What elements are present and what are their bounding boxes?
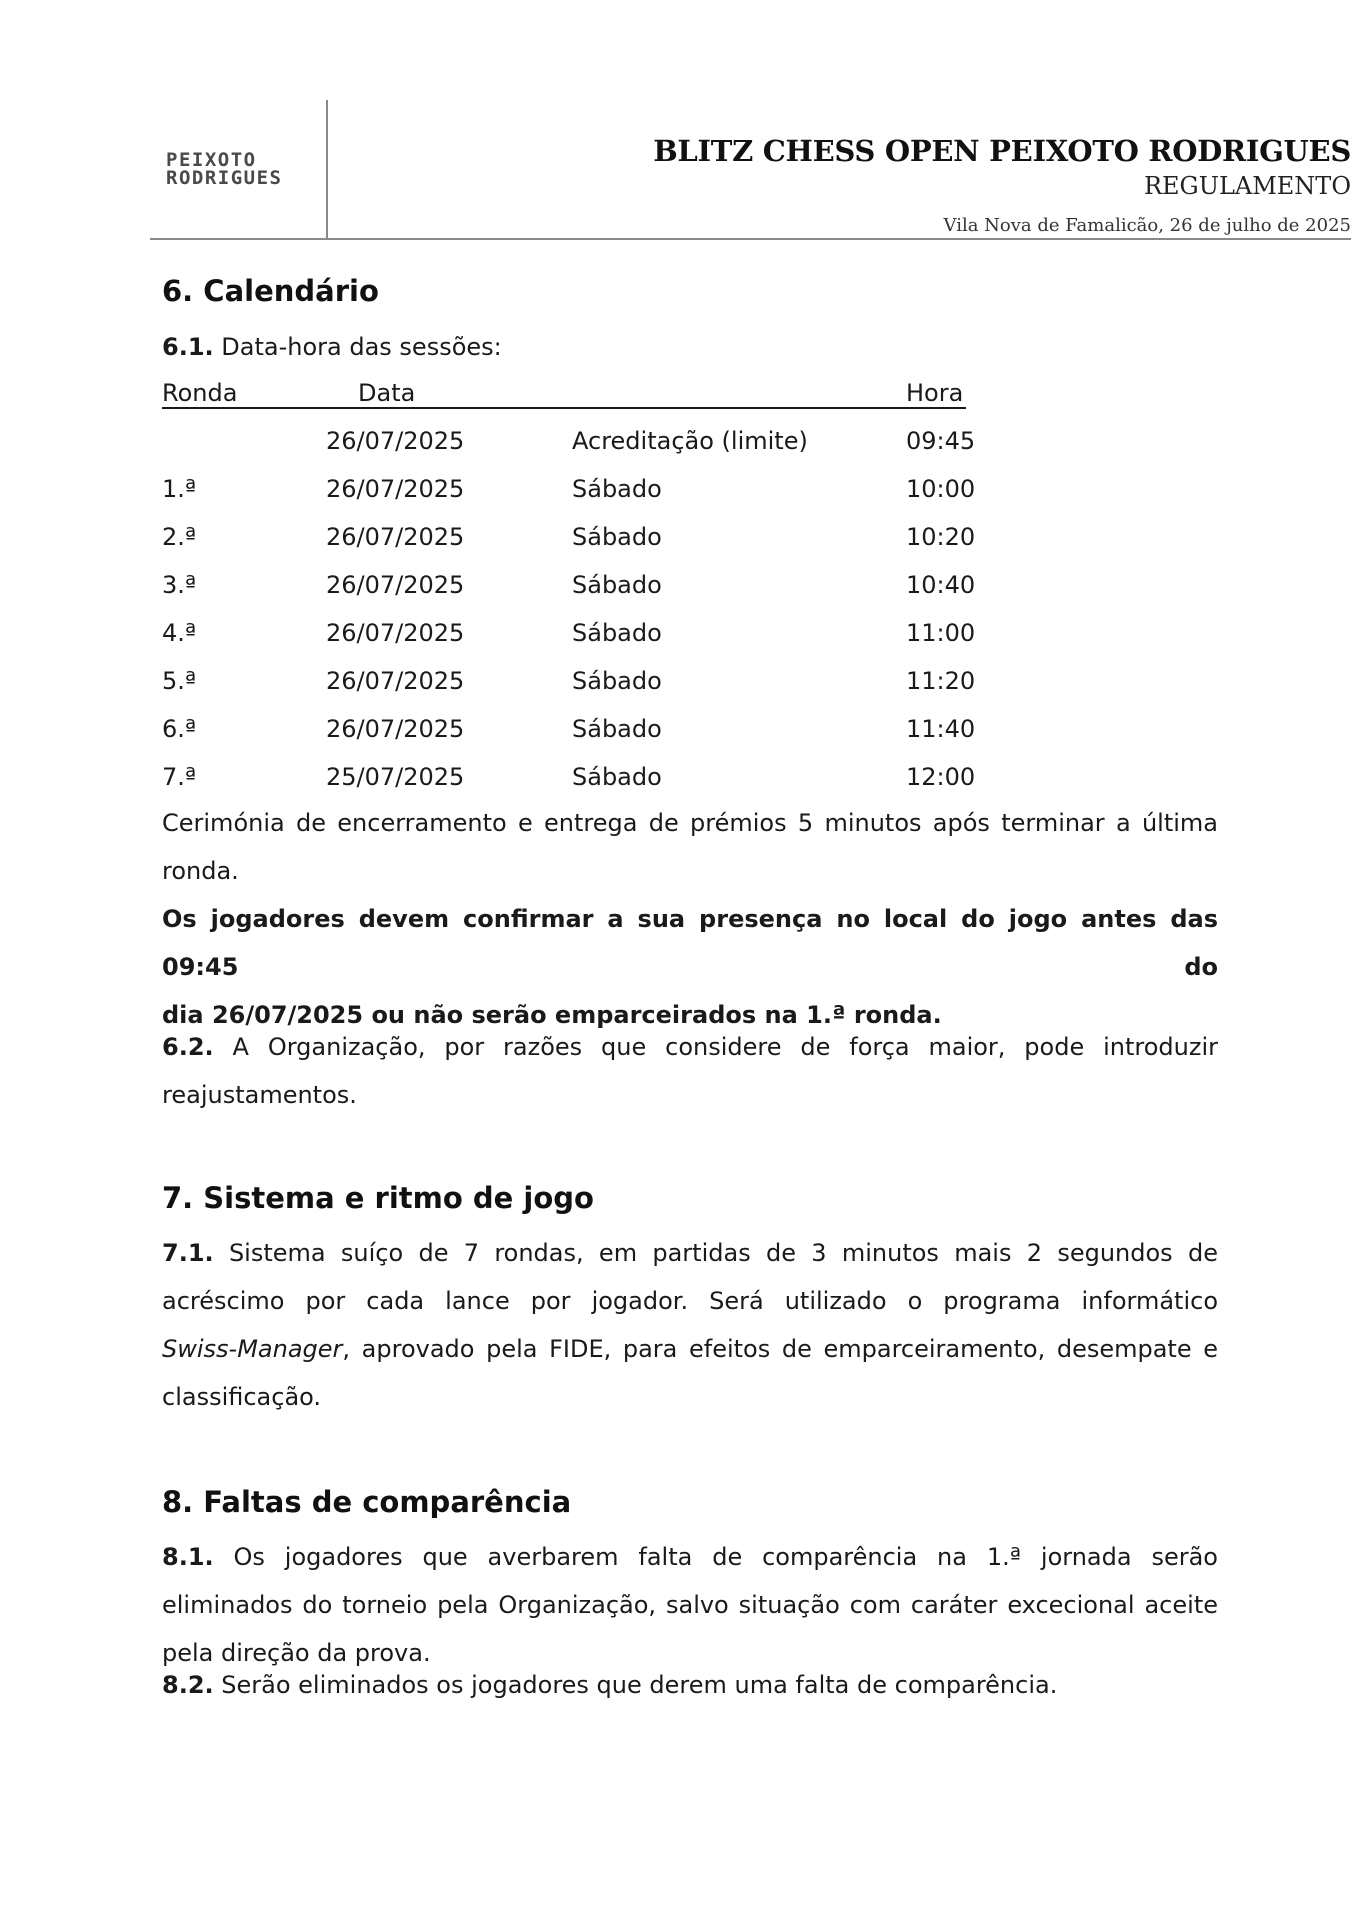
document-title: BLITZ CHESS OPEN PEIXOTO RODRIGUES — [653, 134, 1351, 168]
header-vertical-divider — [326, 100, 328, 240]
section-8-1-line-3: pela direção da prova. — [162, 1639, 431, 1667]
section-7-1-line-3: Swiss-Manager, aprovado pela FIDE, para efeitos de emparceiramento, desempate e — [162, 1335, 1218, 1363]
section-8-1 — [162, 1533, 1218, 1677]
header-horizontal-divider — [150, 238, 1351, 240]
section-8-1-line-1: 8.1. Os jogadores que averbarem falta de comparência na 1.ª jornada serão — [162, 1543, 1218, 1571]
cell-dia: Sábado — [572, 619, 662, 647]
section-7-1 — [162, 1229, 1218, 1421]
section-8-1-line-2: eliminados do torneio pela Organização, salvo situação com caráter excecional aceite — [162, 1591, 1218, 1619]
cell-hora: 11:40 — [906, 715, 976, 743]
cell-dia: Sábado — [572, 715, 662, 743]
cell-hora: 10:20 — [906, 523, 976, 551]
cell-ronda: 3.ª — [162, 571, 197, 599]
section-6-2-line-2: reajustamentos. — [162, 1081, 357, 1109]
ceremony-line-2: ronda. — [162, 857, 239, 885]
cell-hora: 11:00 — [906, 619, 976, 647]
section-8-2 — [162, 1661, 1218, 1709]
item-number: 8.2. — [162, 1671, 214, 1699]
cell-ronda: 5.ª — [162, 667, 197, 695]
cell-ronda: 1.ª — [162, 475, 197, 503]
cell-dia: Sábado — [572, 667, 662, 695]
cell-hora: 10:40 — [906, 571, 976, 599]
notice-line-2: dia 26/07/2025 ou não serão emparceirados na 1.ª ronda. — [162, 1001, 942, 1029]
cell-dia: Sábado — [572, 475, 662, 503]
ceremony-line-1: Cerimónia de encerramento e entrega de prémios 5 minutos após terminar a última — [162, 809, 1218, 837]
item-number: 6.1. — [162, 333, 214, 361]
cell-ronda: 6.ª — [162, 715, 197, 743]
company-logo — [166, 151, 282, 187]
section-8-title: 8. Faltas de comparência — [162, 1485, 572, 1519]
item-text: Serão eliminados os jogadores que derem uma falta de comparência. — [221, 1671, 1058, 1699]
cell-hora: 10:00 — [906, 475, 976, 503]
column-header-data: Data — [358, 379, 416, 407]
ceremony-note — [162, 799, 1218, 895]
software-name: Swiss-Manager — [162, 1335, 343, 1363]
section-6-title: 6. Calendário — [162, 274, 379, 308]
place-date: Vila Nova de Famalicão, 26 de julho de 2025 — [943, 215, 1351, 236]
cell-dia: Sábado — [572, 571, 662, 599]
item-number: 8.1. — [162, 1543, 214, 1571]
section-7-1-line-4: classificação. — [162, 1383, 322, 1411]
section-7-1-line-2: acréscimo por cada lance por jogador. Será utilizado o programa informático — [162, 1287, 1218, 1315]
cell-hora: 12:00 — [906, 763, 976, 791]
cell-ronda: 4.ª — [162, 619, 197, 647]
cell-hora: 11:20 — [906, 667, 976, 695]
cell-data: 26/07/2025 — [326, 619, 465, 647]
cell-dia: Acreditação (limite) — [572, 427, 808, 455]
cell-data: 26/07/2025 — [326, 523, 465, 551]
section-6-2-line-1: 6.2. A Organização, por razões que considere de força maior, pode introduzir — [162, 1033, 1218, 1061]
logo-line-1: PEIXOTO — [166, 149, 257, 171]
cell-ronda: 2.ª — [162, 523, 197, 551]
cell-data: 26/07/2025 — [326, 715, 465, 743]
cell-dia: Sábado — [572, 763, 662, 791]
section-7-title: 7. Sistema e ritmo de jogo — [162, 1181, 594, 1215]
cell-hora: 09:45 — [906, 427, 976, 455]
cell-data: 26/07/2025 — [326, 667, 465, 695]
cell-data: 25/07/2025 — [326, 763, 465, 791]
item-number: 6.2. — [162, 1033, 214, 1061]
item-text: Data-hora das sessões: — [221, 333, 502, 361]
cell-data: 26/07/2025 — [326, 571, 465, 599]
section-7-1-line-1: 7.1. Sistema suíço de 7 rondas, em partidas de 3 minutos mais 2 segundos de — [162, 1239, 1218, 1267]
column-header-ronda: Ronda — [162, 379, 238, 407]
cell-data: 26/07/2025 — [326, 427, 465, 455]
section-6-1 — [162, 323, 1218, 371]
cell-data: 26/07/2025 — [326, 475, 465, 503]
column-header-hora: Hora — [906, 379, 964, 407]
cell-dia: Sábado — [572, 523, 662, 551]
document-subtitle: REGULAMENTO — [1143, 172, 1351, 200]
item-number: 7.1. — [162, 1239, 214, 1267]
notice-line-1: Os jogadores devem confirmar a sua presença no local do jogo antes das 09:45 do — [162, 905, 1218, 981]
section-6-2 — [162, 1023, 1218, 1119]
table-header-underline — [162, 407, 966, 409]
attendance-notice — [162, 895, 1218, 1039]
cell-ronda: 7.ª — [162, 763, 197, 791]
logo-line-2: RODRIGUES — [166, 167, 283, 189]
